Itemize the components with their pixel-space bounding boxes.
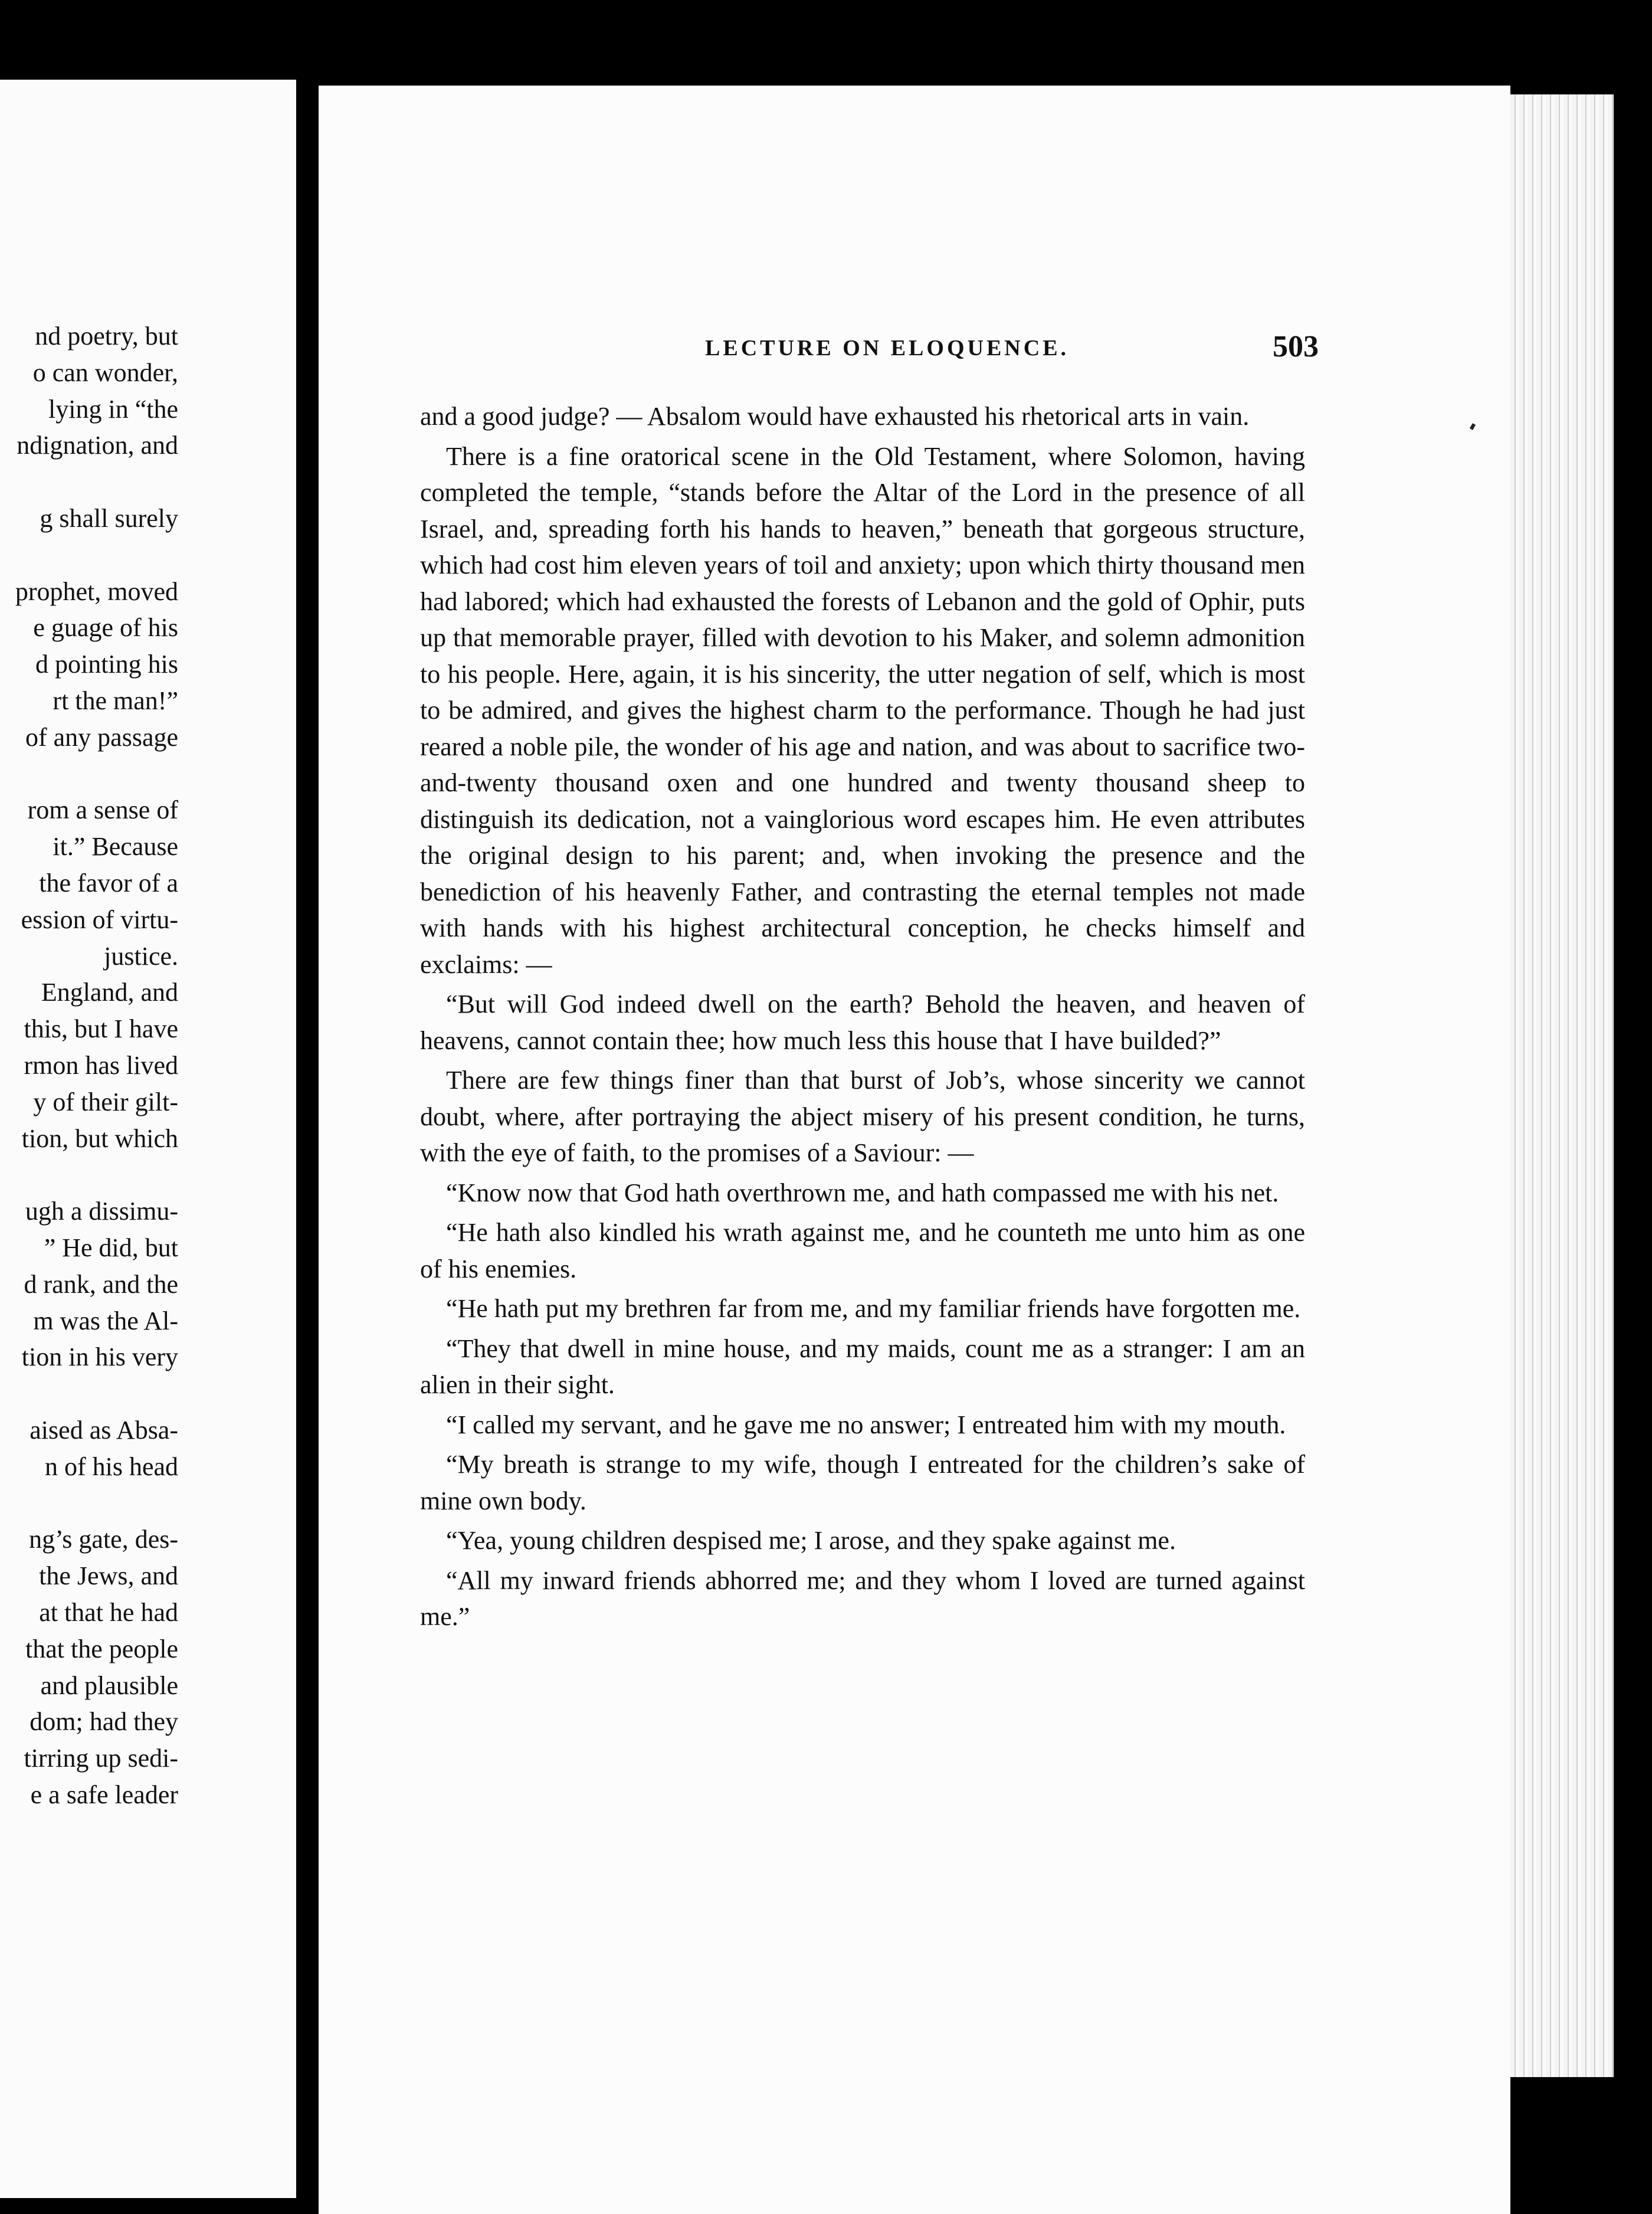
paragraph: “They that dwell in mine house, and my maids, count me as a stranger: I am an alien in their sight. <box>420 1334 1305 1399</box>
paragraph: “Yea, young children despised me; I arose, and they spake against me. <box>446 1526 1176 1555</box>
left-page-line: that the people <box>25 1634 178 1663</box>
left-page-line: d pointing his <box>35 650 178 679</box>
left-page-line: d rank, and the <box>24 1269 178 1299</box>
paragraph: There are few things finer than that burst of Job’s, whose sincerity we cannot doubt, where, after portraying the abject misery of his present condition, he turns, with the eye of faith, to the promises of a Saviour: — <box>420 1066 1305 1167</box>
left-page-line: o can wonder, <box>32 358 178 387</box>
book-gutter <box>296 80 319 2198</box>
paragraph: “Know now that God hath overthrown me, and hath compassed me with his net. <box>446 1178 1279 1207</box>
left-page-line: n of his head <box>44 1452 178 1481</box>
left-page-line: aised as Absa- <box>30 1416 178 1445</box>
left-page-line: of any passage <box>25 722 178 752</box>
left-page-line: tirring up sedi- <box>24 1744 178 1773</box>
left-page-line: g shall surely <box>40 504 178 533</box>
paragraph: “But will God indeed dwell on the earth? Behold the heaven, and heaven of heavens, cannot contain thee; how much less this house that I have builded?” <box>420 990 1305 1055</box>
left-page-line: the Jews, and <box>39 1561 178 1591</box>
paragraph: “He hath also kindled his wrath against me, and he counteth me unto him as one of his enemies. <box>420 1218 1305 1283</box>
left-page-line: rom a sense of <box>27 795 178 825</box>
left-page-line: this, but I have <box>24 1014 178 1044</box>
left-page-line: y of their gilt- <box>33 1087 178 1116</box>
left-page-line: tion in his very <box>21 1342 178 1372</box>
paragraph: and a good judge? — Absalom would have exhausted his rhetorical arts in vain. <box>420 402 1250 431</box>
left-page <box>0 80 296 2198</box>
page-number: 503 <box>1273 330 1319 363</box>
left-page-line: and plausible <box>40 1671 178 1700</box>
left-page-line: England, and <box>41 978 178 1007</box>
left-page-line: ng’s gate, des- <box>29 1525 178 1554</box>
body-text <box>420 398 1305 1639</box>
running-title: LECTURE ON ELOQUENCE. <box>705 336 1070 361</box>
left-page-line: e a safe leader <box>30 1780 178 1809</box>
left-page-line: nd poetry, but <box>35 322 178 351</box>
left-page-line: it.” Because <box>53 832 178 862</box>
left-page-line: prophet, moved <box>15 577 178 606</box>
left-page-line: e guage of his <box>33 613 178 643</box>
left-page-line: justice. <box>104 941 178 971</box>
left-page-line: the favor of a <box>39 869 178 898</box>
paragraph: “All my inward friends abhorred me; and they whom I loved are turned against me.” <box>420 1565 1305 1631</box>
left-page-line: lying in “the <box>48 394 178 424</box>
left-page-line: ” He did, but <box>44 1233 178 1262</box>
page-header <box>705 330 1319 371</box>
page-edges <box>1510 94 1614 2077</box>
left-page-line: ndignation, and <box>17 431 178 460</box>
left-page-line: dom; had they <box>30 1707 178 1737</box>
left-page-line: tion, but which <box>21 1124 178 1153</box>
left-page-line: rt the man!” <box>53 686 178 715</box>
left-page-line: at that he had <box>39 1598 178 1627</box>
left-page-line: ugh a dissimu- <box>25 1197 178 1226</box>
left-page-line: m was the Al- <box>33 1306 178 1335</box>
paragraph: “I called my servant, and he gave me no answer; I entreated him with my mouth. <box>446 1410 1286 1439</box>
paragraph: There is a fine oratorical scene in the Old Testament, where Solomon, having completed the temple, “stands before the Altar of the Lord in the presence of all Israel, and, spreading forth his hands to heaven,” beneath that gorgeous structure, which had cost him eleven years of toil and anxiety; upon which thirty thousand men had labored; which had exhausted the forests of Lebanon and the gold of Ophir, puts up that memorable prayer, filled with devotion to his Maker, and solemn admonition to his people. Here, again, it is his sincerity, the utter negation of self, which is most to be admired, and gives the highest charm to the performance. Though he had just reared a noble pile, the wonder of his age and nation, and was about to sacrifice two-and-twenty thousand oxen and one hundred and twenty thousand sheep to distinguish its dedication, not a vainglorious word escapes him. He even attributes the original design to his parent; and, when invoking the presence and the benediction of his heavenly Father, and contrasting the eternal temples not made with hands with his highest architectural conception, he checks himself and exclaims: — <box>420 441 1305 979</box>
paragraph: “My breath is strange to my wife, though I entreated for the children’s sake of mine own body. <box>420 1450 1305 1515</box>
left-page-line: ession of virtu- <box>21 905 178 934</box>
paragraph: “He hath put my brethren far from me, and my familiar friends have forgotten me. <box>446 1294 1301 1323</box>
left-page-line: rmon has lived <box>24 1051 178 1080</box>
